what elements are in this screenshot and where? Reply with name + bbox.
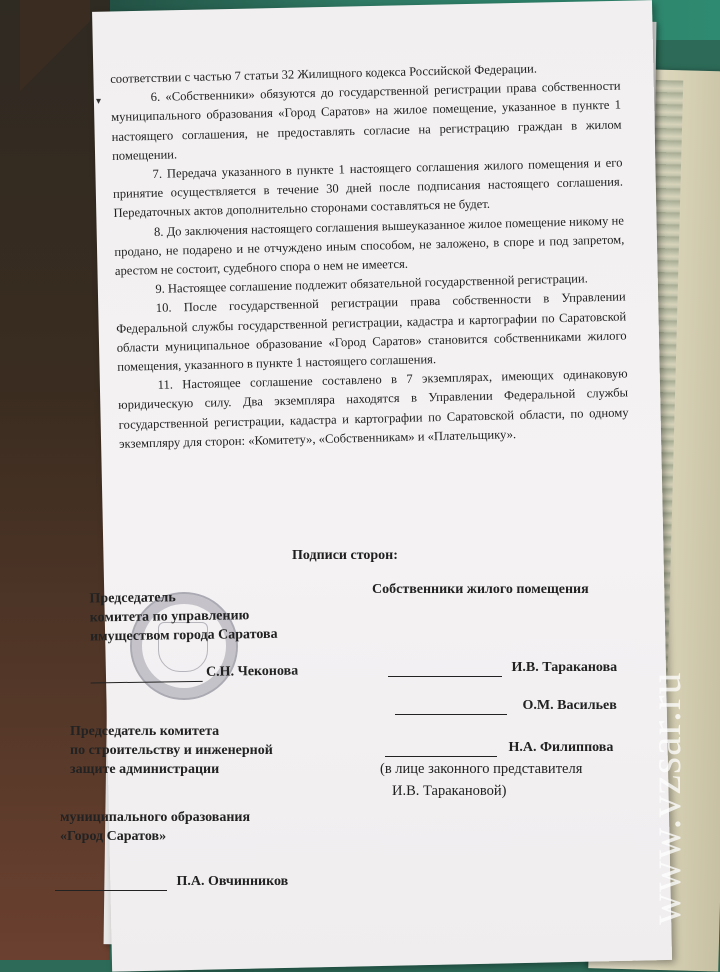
left-signatory-1 bbox=[89, 587, 298, 684]
paper-corner-shadow bbox=[20, 0, 90, 130]
paragraph-6: 6. «Собственники» обязуются до государственной регистрации права собственности муниципального образования «Город Саратов» на жилое помещение, указанное в пункте 1 настоящего соглашения, не предоставлять согласие на регистрацию граждан в жилом помещении. bbox=[110, 78, 622, 163]
paragraph-continuation: соответствии с частью 7 статьи 32 Жилищного кодекса Российской Федерации. bbox=[110, 61, 538, 86]
name-vasiliev: О.М. Васильев bbox=[522, 698, 617, 713]
paragraph-8: 8. До заключения настоящего соглашения вышеуказанное жилое помещение никому не продано, не подарено и не отчуждено иным способом, не заложено, в споре и под запретом, арестом не состоит, судебного спора о нем не имеется. bbox=[114, 213, 625, 278]
left2-title-line-2: по строительству и инженерной bbox=[70, 743, 273, 758]
left-signatory-2 bbox=[70, 722, 273, 779]
left2-title-line-3: защите администрации bbox=[70, 762, 220, 777]
paragraph-11: 11. Настоящее соглашение составлено в 7 экземплярах, имеющих одинаковую юридическую силу. Два экземпляра находятся в Управлении Федеральной службы государственной регистрации, кадастра и картографии по Саратовской области, по одному экземпляру для сторон: «Комитету», «Собственникам» и «Плательщику». bbox=[118, 366, 629, 451]
left-title-line-2: комитета по управлению bbox=[89, 608, 250, 626]
signature-line-filippova bbox=[385, 756, 497, 757]
left2-title-line-1: Председатель комитета bbox=[70, 724, 220, 739]
left-signatory-2-org bbox=[60, 808, 250, 846]
representative-note-line-1: (в лице законного представителя bbox=[380, 761, 583, 777]
right-signature-tarakanova bbox=[388, 658, 617, 677]
name-filippova: Н.А. Филиппова bbox=[508, 740, 614, 755]
right-signature-vasiliev bbox=[395, 696, 617, 715]
name-ovchinnikov: П.А. Овчинников bbox=[176, 874, 289, 889]
representative-note-line-2: И.В. Таракановой) bbox=[392, 783, 507, 799]
left-title-line-1: Председатель bbox=[89, 590, 176, 607]
signature-line-vasiliev bbox=[395, 714, 507, 715]
paragraph-7: 7. Передача указанного в пункте 1 настоящего соглашения жилого помещения и его принятие осуществляется в течение 30 дней после подписания настоящего соглашения. Передаточных актов дополнительно сторонами составляться не будет. bbox=[112, 155, 624, 221]
name-tarakanova: И.В. Тараканова bbox=[511, 660, 618, 675]
site-watermark: www.vzsar.ru bbox=[641, 671, 690, 925]
paragraph-10: 10. После государственной регистрации права собственности в Управлении Федеральной службы государственной регистрации, кадастра и картографии по Саратовской области муниципальное образование «Город Саратов» становится собственниками жилого помещения, указанного в пункте 1 настоящего соглашения. bbox=[116, 289, 627, 374]
left2-org-line-1: муниципального образования bbox=[60, 810, 251, 825]
owners-title: Собственники жилого помещения bbox=[372, 582, 589, 597]
left-title-line-3: имуществом города Саратова bbox=[89, 626, 278, 645]
document-body bbox=[110, 58, 629, 454]
signature-line-ovchinnikov bbox=[55, 890, 167, 891]
signatures-title: Подписи сторон: bbox=[292, 548, 398, 563]
left2-org-line-2: «Город Саратов» bbox=[60, 829, 167, 844]
margin-mark: ▾ bbox=[96, 96, 102, 107]
name-chekonova: С.Н. Чеконова bbox=[205, 663, 299, 680]
paragraph-9: 9. Настоящее соглашение подлежит обязательной государственной регистрации. bbox=[155, 271, 589, 297]
right-signature-filippova bbox=[385, 738, 613, 757]
signature-line-tarakanova bbox=[388, 676, 502, 677]
left-signature-ovchinnikov bbox=[55, 872, 288, 891]
